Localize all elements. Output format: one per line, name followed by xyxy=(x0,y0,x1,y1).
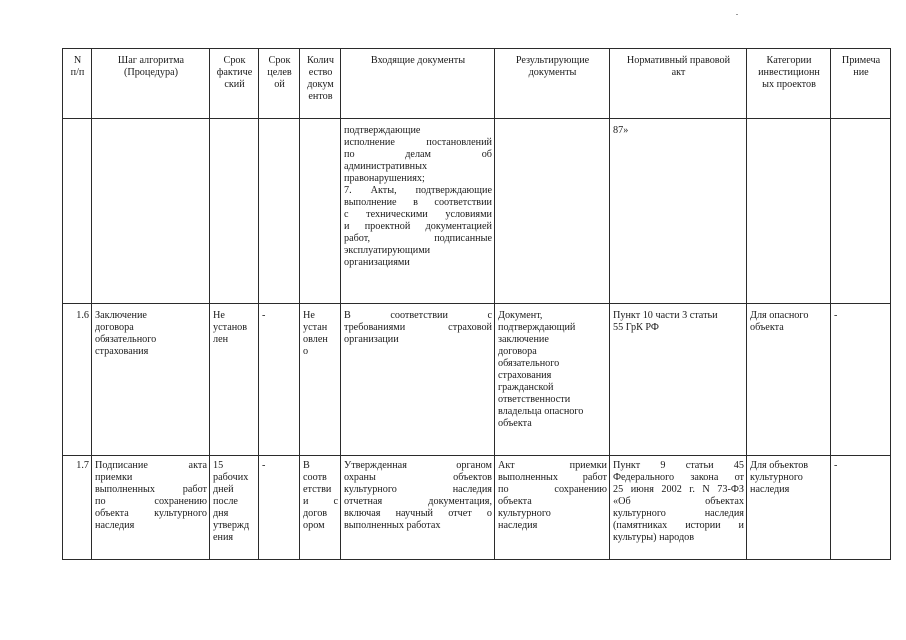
text-line: по сохранению xyxy=(498,484,607,496)
text-line: Для объектов xyxy=(750,460,809,471)
text-line: после xyxy=(213,496,238,508)
header-num xyxy=(63,49,92,119)
text-line: устан xyxy=(303,322,328,334)
text-line: выполненных работ xyxy=(498,472,607,484)
text-line: овлен xyxy=(303,334,328,346)
text-line: о xyxy=(303,346,309,358)
text-line: культурного наследия xyxy=(344,484,492,496)
cell-incoming-docs xyxy=(341,119,495,304)
text-line: (Процедура) xyxy=(123,67,179,79)
cell-resulting-docs xyxy=(495,119,610,304)
text-line: организациями xyxy=(344,257,410,269)
text-line: (памятниках истории и xyxy=(613,520,744,532)
text-line: ором xyxy=(303,520,325,532)
text-line: отчетная документация, xyxy=(344,496,492,508)
text-line: требованиями страховой xyxy=(344,322,492,334)
cell-doc-count xyxy=(300,304,341,456)
text-line: приемки xyxy=(95,472,133,484)
text-line: Подписание акта xyxy=(95,460,207,471)
text-line: инвестиционн xyxy=(758,67,820,79)
text-line: по делам об xyxy=(344,149,492,161)
text-line: ние xyxy=(853,67,869,79)
text-line: владельца опасного xyxy=(498,406,584,418)
text-line: докум xyxy=(307,79,334,91)
text-line: фактиче xyxy=(216,67,253,79)
text-line: етстви xyxy=(303,484,332,496)
text-line: ых проектов xyxy=(762,79,816,91)
text-line: Заключение xyxy=(95,310,147,321)
text-line: Примеча xyxy=(841,55,881,66)
text-line: 7. Акты, подтверждающие xyxy=(344,185,492,197)
text-line: дня xyxy=(213,508,229,520)
text-line: и с xyxy=(303,496,338,508)
text-line: Нормативный правовой xyxy=(626,55,731,66)
cell-fact-term xyxy=(210,304,259,456)
text-line: Результирующие xyxy=(515,55,590,66)
text-line: 15 xyxy=(213,460,224,471)
text-line: Колич xyxy=(307,55,334,66)
table-row xyxy=(63,119,891,304)
text-line: подтверждающий xyxy=(498,322,576,334)
algorithm-table xyxy=(62,48,891,560)
cell-num xyxy=(63,304,92,456)
cell-doc-count xyxy=(300,119,341,304)
table-row xyxy=(63,456,891,560)
cell-num xyxy=(63,456,92,560)
text-line: с техническими условиями xyxy=(344,209,492,221)
text-line: культуры) народов xyxy=(613,532,695,544)
text-line: Срок xyxy=(223,55,246,66)
text-line: ество xyxy=(308,67,333,79)
text-line: 1.7 xyxy=(76,460,89,471)
scan-speck xyxy=(736,14,738,15)
cell-step xyxy=(92,456,210,560)
text-line: выполнение в соответствии xyxy=(344,197,492,209)
text-line: культурного наследия xyxy=(613,508,744,520)
header-note xyxy=(831,49,891,119)
text-line: страхования xyxy=(498,370,552,382)
text-line: Срок xyxy=(268,55,291,66)
header-step xyxy=(92,49,210,119)
cell-resulting-docs xyxy=(495,304,610,456)
text-line: Не xyxy=(213,310,225,321)
cell-num xyxy=(63,119,92,304)
cell-categories xyxy=(747,304,831,456)
header-row xyxy=(63,49,891,119)
text-line: наследия xyxy=(750,484,790,496)
text-line: страхования xyxy=(95,346,149,358)
text-line: «Об объектах xyxy=(613,496,744,508)
cell-target-term xyxy=(259,456,300,560)
text-line: В xyxy=(303,460,310,471)
text-line: Документ, xyxy=(498,310,543,321)
text-line: Пункт 10 части 3 статьи xyxy=(613,310,718,321)
text-line: Входящие документы xyxy=(370,55,466,66)
text-line: документы xyxy=(528,67,577,79)
cell-note xyxy=(831,304,891,456)
text-line: ответственности xyxy=(498,394,571,406)
text-line: Утвержденная органом xyxy=(344,460,492,471)
cell-resulting-docs xyxy=(495,456,610,560)
header-resulting-docs xyxy=(495,49,610,119)
text-line: договора xyxy=(498,346,537,358)
text-line: объекта xyxy=(750,322,784,334)
text-line: работ, подписанные xyxy=(344,233,492,245)
text-line: дней xyxy=(213,484,234,496)
text-line: заключение xyxy=(498,334,549,346)
text-line: гражданской xyxy=(498,382,554,394)
text-line: эксплуатирующими xyxy=(344,245,431,257)
text-line: В соответствии с xyxy=(344,310,492,321)
cell-fact-term xyxy=(210,119,259,304)
header-fact-term xyxy=(210,49,259,119)
cell-target-term xyxy=(259,119,300,304)
header-legal-act xyxy=(610,49,747,119)
cell-fact-term xyxy=(210,456,259,560)
text-line: объекта xyxy=(498,496,532,508)
cell-incoming-docs xyxy=(341,304,495,456)
text-line: обязательного xyxy=(95,334,157,346)
text-line: N xyxy=(73,55,82,66)
cell-legal-act xyxy=(610,119,747,304)
text-line: догов xyxy=(303,508,328,520)
text-line: ентов xyxy=(308,91,333,103)
text-line: - xyxy=(262,310,266,321)
text-line: Шаг алгоритма xyxy=(117,55,185,66)
text-line: утвержд xyxy=(213,520,250,532)
header-target-term xyxy=(259,49,300,119)
text-line: объекта культурного xyxy=(95,508,207,520)
cell-doc-count xyxy=(300,456,341,560)
text-line: соотв xyxy=(303,472,327,484)
text-line: - xyxy=(262,460,266,471)
cell-categories xyxy=(747,119,831,304)
text-line: наследия xyxy=(95,520,135,532)
text-line: 55 ГрК РФ xyxy=(613,322,659,334)
text-line: исполнение постановлений xyxy=(344,137,492,149)
text-line: акт xyxy=(671,67,686,79)
table-row xyxy=(63,304,891,456)
text-line: организации xyxy=(344,334,399,346)
cell-note xyxy=(831,456,891,560)
text-line: обязательного xyxy=(498,358,560,370)
text-line: - xyxy=(834,310,838,321)
text-line: установ xyxy=(213,322,248,334)
cell-step xyxy=(92,304,210,456)
cell-incoming-docs xyxy=(341,456,495,560)
text-line: 1.6 xyxy=(76,310,89,321)
text-line: охраны объектов xyxy=(344,472,492,484)
text-line: правонарушениях; xyxy=(344,173,425,185)
cell-note xyxy=(831,119,891,304)
cell-categories xyxy=(747,456,831,560)
text-line: лен xyxy=(213,334,229,346)
cell-step xyxy=(92,119,210,304)
text-line: ения xyxy=(213,532,234,544)
text-line: включая научный отчет о xyxy=(344,508,492,520)
text-line: ой xyxy=(274,79,285,91)
text-line: административных xyxy=(344,161,428,173)
text-line: Не xyxy=(303,310,315,321)
text-line: культурного xyxy=(498,508,551,520)
text-line: целев xyxy=(267,67,292,79)
text-line: п/п xyxy=(70,67,85,79)
text-line: 87» xyxy=(613,125,629,136)
header-doc-count xyxy=(300,49,341,119)
text-line: Категории xyxy=(766,55,812,66)
text-line: по сохранению xyxy=(95,496,207,508)
text-line: выполненных работ xyxy=(95,484,207,496)
text-line: 25 июня 2002 г. N 73-ФЗ xyxy=(613,484,744,496)
header-categories xyxy=(747,49,831,119)
text-line: - xyxy=(834,460,838,471)
text-line: и проектной документацией xyxy=(344,221,492,233)
text-line: договора xyxy=(95,322,134,334)
text-line: Для опасного xyxy=(750,310,809,321)
text-line: Пункт 9 статьи 45 xyxy=(613,460,744,471)
header-incoming-docs xyxy=(341,49,495,119)
text-line: Акт приемки xyxy=(498,460,607,471)
cell-legal-act xyxy=(610,456,747,560)
cell-legal-act xyxy=(610,304,747,456)
text-line: выполненных работах xyxy=(344,520,441,532)
text-line: рабочих xyxy=(213,472,249,484)
text-line: наследия xyxy=(498,520,538,532)
text-line: объекта xyxy=(498,418,532,430)
text-line: подтверждающие xyxy=(344,125,421,136)
text-line: культурного xyxy=(750,472,803,484)
cell-target-term xyxy=(259,304,300,456)
text-line: ский xyxy=(224,79,245,91)
text-line: Федерального закона от xyxy=(613,472,744,484)
